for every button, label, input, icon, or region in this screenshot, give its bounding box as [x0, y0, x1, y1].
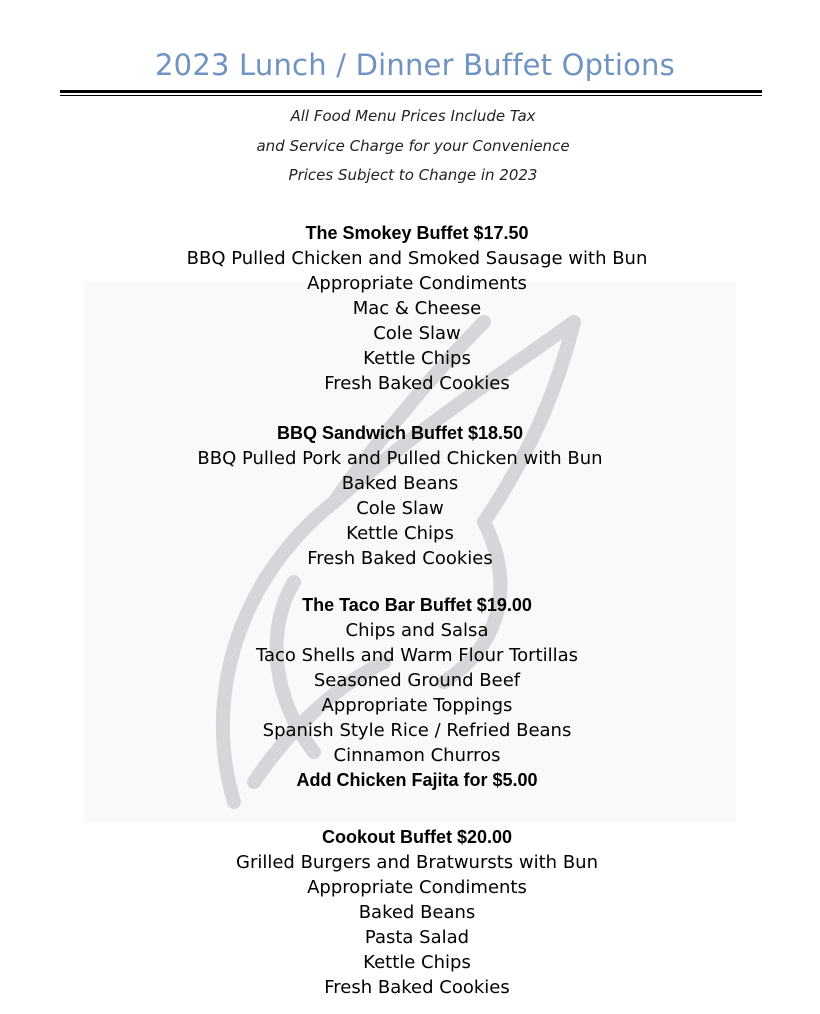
menu-item: Kettle Chips	[363, 952, 471, 973]
menu-item: Seasoned Ground Beef	[313, 670, 521, 691]
menu-item: Appropriate Condiments	[307, 273, 527, 294]
menu-item: Fresh Baked Cookies	[307, 548, 493, 569]
price-note-3: Prices Subject to Change in 2023	[288, 166, 538, 184]
menu-item: BBQ Pulled Chicken and Smoked Sausage with Bun	[186, 248, 648, 269]
menu-item: Appropriate Toppings	[321, 695, 513, 716]
menu-section-bbq-sandwich	[0, 421, 800, 571]
menu-item: Kettle Chips	[363, 348, 471, 369]
menu-section-taco-bar	[0, 593, 820, 793]
menu-item: Cole Slaw	[356, 498, 444, 519]
section-heading: Cookout Buffet $20.00	[321, 827, 513, 847]
menu-section-smokey	[0, 221, 820, 396]
price-note-2: and Service Charge for your Convenience	[256, 137, 570, 155]
price-note-1: All Food Menu Prices Include Tax	[290, 107, 536, 125]
menu-item: Cole Slaw	[373, 323, 461, 344]
menu-section-cookout	[0, 825, 820, 1000]
menu-item: Fresh Baked Cookies	[324, 373, 510, 394]
page-title: 2023 Lunch / Dinner Buffet Options	[155, 48, 675, 82]
menu-item: Cinnamon Churros	[333, 745, 501, 766]
menu-item: Fresh Baked Cookies	[324, 977, 510, 998]
menu-item: Kettle Chips	[346, 523, 454, 544]
section-heading: BBQ Sandwich Buffet $18.50	[276, 423, 524, 443]
menu-item: Mac & Cheese	[352, 298, 482, 319]
menu-item: Taco Shells and Warm Flour Tortillas	[255, 645, 578, 666]
menu-item: Pasta Salad	[364, 927, 470, 948]
title-divider-thin	[60, 95, 762, 96]
menu-item: Appropriate Condiments	[307, 877, 527, 898]
menu-item: Grilled Burgers and Bratwursts with Bun	[236, 852, 598, 873]
menu-item: Baked Beans	[341, 473, 459, 494]
menu-item: Spanish Style Rice / Refried Beans	[262, 720, 572, 741]
title-divider-thick	[60, 90, 762, 93]
section-heading: The Taco Bar Buffet $19.00	[302, 595, 532, 615]
menu-item: Chips and Salsa	[345, 620, 489, 641]
menu-item: BBQ Pulled Pork and Pulled Chicken with Bun	[197, 448, 603, 469]
menu-item: Baked Beans	[358, 902, 476, 923]
section-heading: The Smokey Buffet $17.50	[305, 223, 529, 243]
menu-addon: Add Chicken Fajita for $5.00	[296, 770, 538, 790]
